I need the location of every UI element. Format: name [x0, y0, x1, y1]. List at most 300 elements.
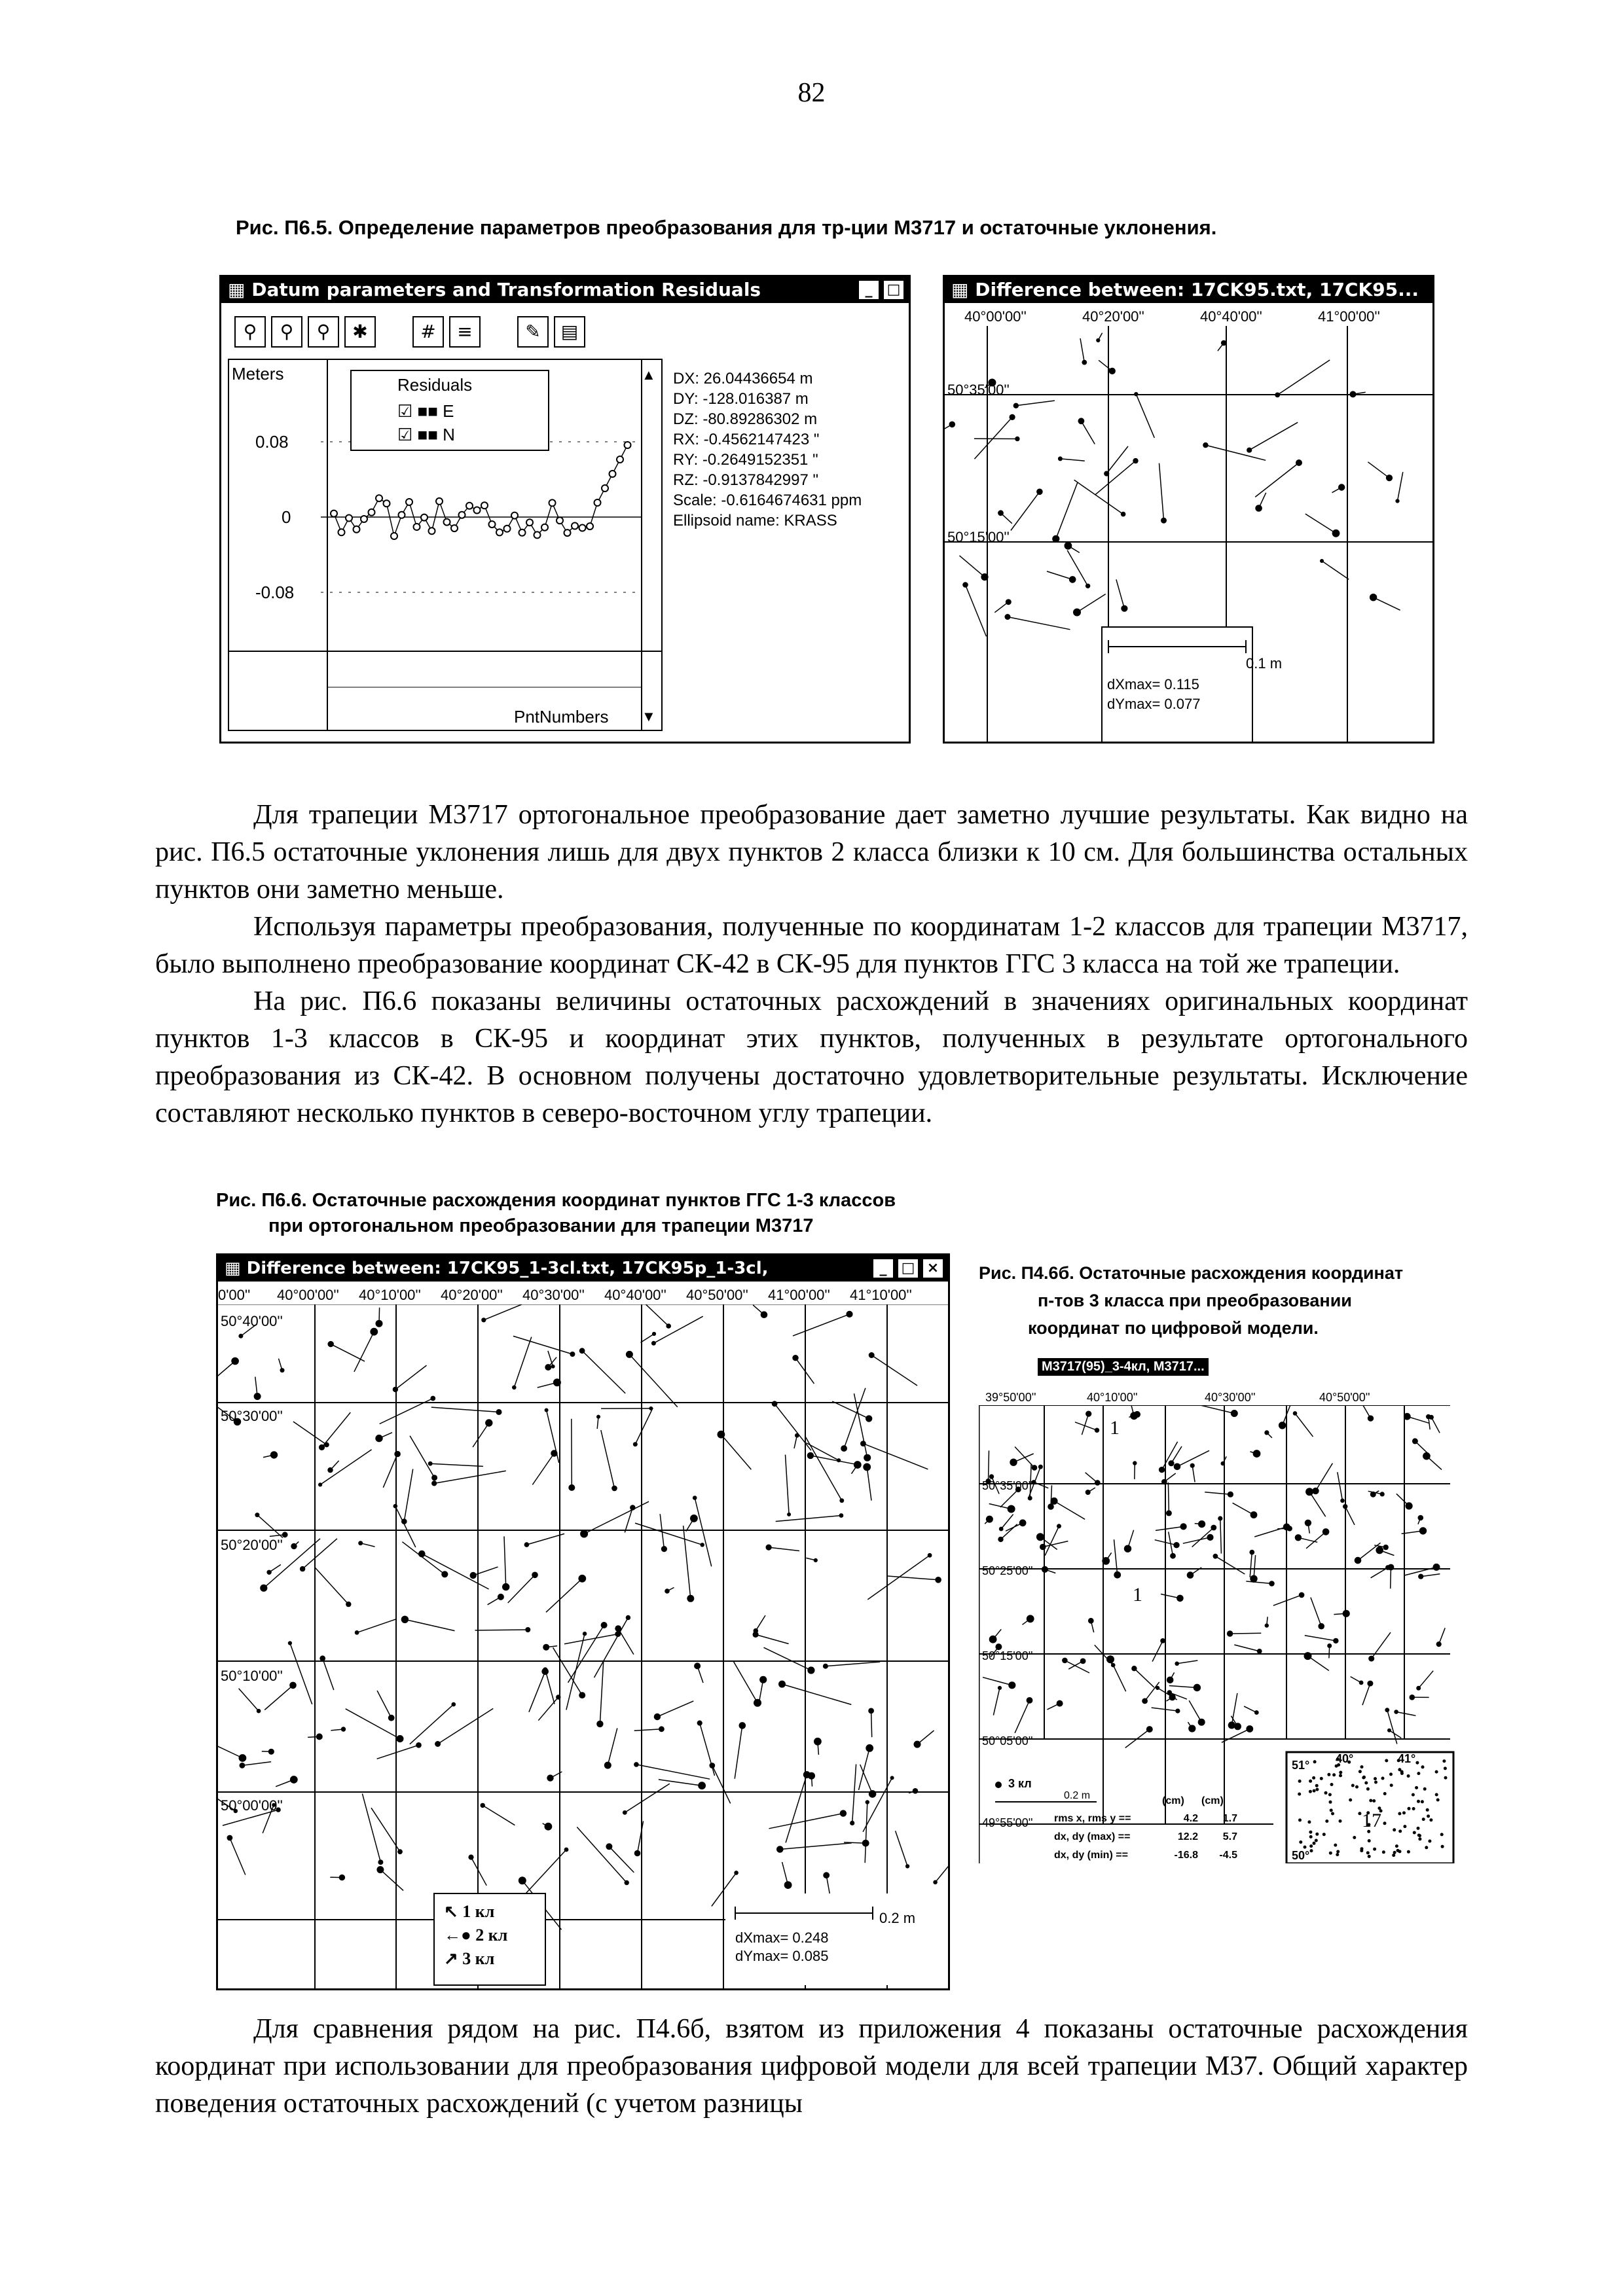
lat6-0: 50°40'00'': [221, 1313, 283, 1329]
large-map-vector: [865, 1803, 867, 1863]
residual-point: [399, 512, 405, 518]
large-map-point: [481, 1318, 486, 1322]
lon6-4: 40°30'00'': [522, 1287, 585, 1303]
dm-scale-label: 0.2 m: [1064, 1790, 1091, 1801]
large-map-vector: [712, 1766, 731, 1804]
inset-point: [1422, 1818, 1425, 1821]
inset-point: [1435, 1793, 1438, 1797]
lon-label-1: 40°20'00'': [1082, 308, 1144, 325]
large-map-vector: [564, 1634, 618, 1644]
inset-point: [1436, 1799, 1440, 1802]
large-map-vector: [635, 1408, 653, 1444]
dm-map-vector: [1128, 1530, 1134, 1549]
small-map-vector: [1205, 445, 1266, 460]
large-map-vector: [532, 1454, 554, 1485]
residual-map-large: [218, 1304, 948, 1988]
dm-map-point: [1008, 1681, 1015, 1689]
inset-point: [1339, 1774, 1342, 1777]
dm-lon-3: 40°50'00'': [1319, 1391, 1370, 1404]
dm-map-point: [1295, 1534, 1302, 1541]
dm-map-vector: [1233, 1503, 1254, 1515]
inset-point: [1398, 1829, 1402, 1833]
large-map-vector: [279, 1359, 283, 1371]
large-map-vector: [323, 1659, 334, 1690]
residual-series: [331, 442, 631, 539]
difference-window-large-titlebar[interactable]: [218, 1255, 948, 1282]
large-map-point: [498, 1594, 504, 1600]
residual-point: [541, 524, 548, 531]
residual-point: [391, 533, 397, 539]
inset-point: [1413, 1831, 1416, 1835]
large-map-vector: [362, 1793, 380, 1862]
large-map-vector: [529, 1672, 545, 1712]
scale-label: 0.1 m: [1246, 655, 1283, 672]
residual-point: [429, 528, 435, 534]
small-map-vector: [1074, 480, 1123, 514]
difference-window-large-title: Difference between: 17CK95_1-3cl.txt, 17CK95p_1-3cl,: [246, 1259, 769, 1278]
inset-point: [1304, 1846, 1307, 1849]
dm-map-point: [1404, 1413, 1411, 1420]
large-map-vector: [379, 1308, 380, 1323]
paragraph-4: Для сравнения рядом на рис. П4.6б, взятом из приложения 4 показаны остаточные расхождения координат при использовании для преобразования цифровой модели для всей трапеции M37. Общий характер поведения остаточных расхождений (с учетом разницы: [155, 2014, 1468, 2119]
large-map-vector: [753, 1305, 764, 1315]
large-map-vector: [756, 1634, 789, 1643]
large-map-vector: [553, 1647, 583, 1695]
small-map-vector: [1305, 514, 1336, 533]
residual-point: [474, 507, 481, 514]
large-map-point: [396, 1735, 403, 1742]
inset-point: [1412, 1793, 1415, 1797]
legend-class-2: ←● 2 кл: [444, 1926, 508, 1945]
print-icon[interactable]: ▤: [554, 316, 585, 348]
residual-point: [617, 456, 623, 463]
difference-window-small-titlebar[interactable]: [945, 277, 1432, 303]
residual-vectors-small: [945, 333, 1403, 637]
inset-point: [1339, 1771, 1342, 1774]
small-map-vector: [945, 424, 952, 455]
large-map-vector: [735, 1725, 742, 1778]
residual-point: [625, 442, 631, 448]
residual-point: [489, 521, 496, 528]
inset-point: [1426, 1808, 1429, 1812]
residual-point: [579, 525, 586, 531]
difference-window-small: [943, 275, 1434, 744]
dm-map-vector: [1169, 1686, 1197, 1688]
dm-digit-2: 1: [1133, 1584, 1142, 1605]
large-map-vector: [405, 1619, 454, 1630]
legend-title: Residuals: [397, 375, 473, 395]
inset-point: [1407, 1774, 1410, 1778]
dm-map-vector: [1316, 1463, 1333, 1491]
inset-point: [1309, 1780, 1312, 1783]
inset-point: [1366, 1851, 1370, 1854]
dm-map-point: [1368, 1415, 1374, 1421]
large-map-point: [227, 1835, 233, 1841]
param-dx: DX: 26.04436654 m: [673, 370, 813, 387]
legend-item-e[interactable]: ☑ ■■ E: [397, 401, 454, 421]
dm-map-vector: [1244, 1706, 1256, 1713]
large-map-point: [375, 1435, 382, 1442]
table-icon[interactable]: ≡: [449, 316, 481, 348]
minimize-icon[interactable]: _: [872, 1258, 894, 1279]
close-icon[interactable]: ×: [922, 1258, 944, 1279]
class-legend: [444, 1900, 507, 1971]
large-map-vector: [769, 1814, 843, 1829]
inset-point: [1383, 1821, 1387, 1825]
pan-icon[interactable]: ✱: [344, 316, 376, 348]
dm-map-vector: [1273, 1595, 1302, 1605]
residual-point: [610, 471, 616, 477]
dm-map-point: [1279, 1422, 1286, 1429]
large-map-point: [579, 1692, 585, 1698]
large-map-vector: [786, 1455, 790, 1515]
residual-point: [451, 525, 458, 531]
large-map-vector: [471, 1857, 487, 1886]
dm-map-vector: [1054, 1501, 1085, 1519]
small-map-vector: [1249, 422, 1298, 450]
dm-map-vector: [1220, 1518, 1222, 1554]
grid-icon[interactable]: #: [412, 316, 444, 348]
inset-point: [1331, 1812, 1334, 1816]
y-unit-label: Meters: [232, 364, 284, 384]
residual-line: [334, 445, 628, 536]
large-map-vector: [686, 1518, 694, 1532]
inset-point: [1369, 1799, 1372, 1803]
dm-map-vector: [1114, 1539, 1118, 1575]
inset-point: [1444, 1767, 1447, 1770]
large-map-vector: [239, 1689, 259, 1711]
large-map-vector: [871, 1355, 917, 1386]
y-tick-1: 0: [282, 507, 291, 527]
dm-map-point: [1436, 1641, 1442, 1647]
dm-map-vector: [1308, 1656, 1329, 1670]
inset-point: [1421, 1800, 1424, 1803]
inset-point: [1412, 1807, 1415, 1810]
inset-point: [1415, 1786, 1418, 1789]
dm-map-vector: [1283, 1405, 1292, 1426]
large-map-vector: [331, 1461, 339, 1470]
large-map-vector: [230, 1838, 246, 1875]
large-map-vector: [659, 1780, 702, 1785]
inset-point: [1428, 1840, 1431, 1843]
residual-point: [384, 500, 390, 507]
small-map-vector: [1368, 462, 1389, 478]
dm-map-vector: [1168, 1482, 1169, 1513]
dm-map-vector: [1015, 1447, 1034, 1468]
residual-point: [331, 511, 337, 517]
residual-point: [504, 526, 511, 532]
large-map-vector: [625, 1784, 670, 1812]
small-map-vector: [1277, 360, 1330, 395]
dm-map-vector: [1421, 1574, 1440, 1577]
large-map-vector: [404, 1469, 412, 1522]
inset-point: [1403, 1825, 1406, 1828]
legend-class-1: ↖ 1 кл: [444, 1902, 495, 1921]
scroll-down-icon[interactable]: ▼: [642, 708, 656, 725]
paragraph-2: Используя параметры преобразования, полученные по координатам 1-2 классов для трапеции M3717, было выполнено преобразование координат СК-42 в СК-95 для пунктов ГГС 3 класса на той же трапеции.: [155, 912, 1468, 979]
dm-lat-2: 50°15'00'': [982, 1649, 1033, 1662]
inset-point: [1313, 1789, 1316, 1793]
dm-map-point: [1062, 1658, 1068, 1664]
dymax-label: dYmax= 0.077: [1107, 696, 1201, 712]
large-map-point: [319, 1655, 325, 1661]
dm-map-vector: [1396, 1712, 1416, 1716]
datum-window-titlebar[interactable]: [221, 277, 909, 303]
dm-map-vector: [1419, 1671, 1434, 1689]
small-map-vector: [966, 585, 987, 637]
large-map-vector: [308, 1736, 319, 1737]
lat-label-0: 50°35'00'': [947, 382, 1010, 398]
fig4-caption-line3: координат по цифровой модели.: [1028, 1318, 1319, 1338]
large-map-vector: [641, 1334, 655, 1342]
dm-lon-2: 40°30'00'': [1205, 1391, 1256, 1404]
difference-window-large: [216, 1253, 950, 1990]
large-map-vector: [782, 1862, 788, 1885]
small-map-point: [1247, 448, 1252, 453]
residual-point: [549, 499, 556, 506]
large-map-vector: [684, 1526, 691, 1598]
dm-map-point: [1174, 1463, 1181, 1471]
small-map-vector: [1060, 459, 1084, 461]
window-icon: ▦: [228, 279, 252, 300]
inset-point: [1334, 1844, 1337, 1847]
dm-map-vector: [989, 1504, 1012, 1509]
param-dz: DZ: -80.89286302 m: [673, 410, 818, 428]
inset-point: [1368, 1855, 1371, 1858]
large-map-vector: [638, 1821, 644, 1853]
large-map-vector: [320, 1450, 371, 1485]
lon6-2: 40°10'00'': [359, 1287, 421, 1303]
dm-lat-4: 49°55'00'': [982, 1816, 1033, 1829]
large-map-vector: [346, 1709, 400, 1739]
dm-map-point: [1299, 1592, 1305, 1598]
dm-map-vector: [1407, 1416, 1429, 1423]
inset-point: [1325, 1820, 1328, 1823]
inset-point: [1360, 1765, 1364, 1768]
large-map-vector: [473, 1567, 498, 1575]
minimize-icon[interactable]: _: [858, 279, 880, 300]
large-map-vector: [863, 1444, 928, 1469]
large-map-point: [604, 1762, 611, 1769]
small-map-vector: [1374, 598, 1400, 611]
dm-map-vector: [1222, 1729, 1250, 1743]
transform-params: [673, 368, 862, 531]
edit-icon[interactable]: ✎: [517, 316, 549, 348]
inset-point: [1389, 1772, 1393, 1776]
param-ellipsoid: Ellipsoid name: KRASS: [673, 512, 837, 529]
large-map-vector: [430, 1463, 483, 1466]
large-map-vector: [867, 1555, 930, 1600]
dm-map-point: [1376, 1547, 1383, 1554]
inset-point: [1364, 1782, 1368, 1785]
small-map-vector: [1047, 571, 1072, 580]
x-axis-label: PntNumbers: [514, 707, 609, 726]
dm-map-vector: [1427, 1456, 1442, 1470]
lon6-8: 41°10'00'': [850, 1287, 912, 1303]
large-map-vector: [697, 1666, 703, 1683]
large-map-point: [651, 1341, 656, 1346]
legend-item-n[interactable]: ☑ ■■ N: [397, 425, 455, 444]
inset-point: [1299, 1840, 1302, 1844]
inset-point: [1320, 1777, 1323, 1780]
small-map-vector: [1136, 394, 1154, 438]
maximize-icon[interactable]: □: [883, 279, 905, 300]
dm-map-vector: [1134, 1668, 1154, 1687]
dm-map-point: [1080, 1659, 1086, 1664]
small-map-point: [949, 422, 956, 428]
residual-point: [556, 517, 563, 524]
large-map-vector: [380, 1870, 403, 1891]
dm-map-vector: [1362, 1683, 1370, 1705]
lon6-0: 0'00'': [218, 1287, 251, 1303]
small-map-vector: [1099, 360, 1112, 371]
inset-point: [1362, 1776, 1365, 1780]
large-map-vector: [594, 1618, 629, 1678]
large-map-vector: [700, 1723, 715, 1776]
dymax6-label: dYmax= 0.085: [735, 1948, 829, 1964]
lon-label-0: 40°00'00'': [964, 308, 1027, 325]
dm-map-point: [1187, 1571, 1194, 1579]
dm-map-point: [1134, 1411, 1140, 1418]
inset-point: [1355, 1785, 1359, 1789]
large-map-vector: [316, 1568, 349, 1604]
dm-map-vector: [1045, 1526, 1059, 1556]
inset-point: [1336, 1853, 1339, 1856]
dm-map-point: [1231, 1410, 1238, 1417]
residual-point: [519, 529, 526, 536]
dm-map-vector: [1082, 1414, 1088, 1435]
residual-point: [534, 531, 541, 538]
dm-map-point: [1019, 1519, 1027, 1526]
dm-map-vector: [1351, 1677, 1361, 1683]
large-map-point: [481, 1803, 485, 1808]
lon6-3: 40°20'00'': [441, 1287, 503, 1303]
dm-map-vector: [1415, 1441, 1430, 1456]
dm-stats-header-y: (cm): [1201, 1795, 1224, 1806]
dm-stats-row: rms x, rms y == 4.2 1.7: [1054, 1813, 1237, 1824]
dm-stats-row: dx, dy (min) == -16.8 -4.5: [1054, 1850, 1237, 1861]
small-map-point: [1085, 584, 1090, 588]
dm-map-point: [1027, 1615, 1034, 1623]
inset-point: [1351, 1784, 1355, 1787]
zoom-fit-icon[interactable]: ⚲: [308, 316, 339, 348]
scroll-up-icon[interactable]: ▲: [642, 367, 656, 383]
dm-map-point: [1168, 1460, 1174, 1466]
residual-point: [414, 524, 420, 530]
inset-point: [1330, 1808, 1333, 1812]
inset-point: [1373, 1848, 1376, 1851]
inset-lat-50: 50°: [1292, 1849, 1310, 1862]
residual-point: [338, 529, 345, 535]
large-map-vector: [410, 1436, 435, 1478]
datum-toolbar: [234, 316, 591, 348]
large-map-vector: [269, 1565, 281, 1573]
small-map-vector: [1011, 492, 1040, 530]
small-map-vector: [1255, 463, 1299, 497]
dm-map-point: [1433, 1564, 1440, 1571]
large-map-vector: [786, 1775, 807, 1843]
fig5-caption: Рис. П6.5. Определение параметров преобразования для тр-ции M3717 и остаточные уклонения.: [236, 216, 1217, 239]
inset-point: [1309, 1790, 1312, 1793]
dm-map-vector: [1015, 1700, 1029, 1733]
large-map-vector: [734, 1662, 757, 1703]
inset-point: [1315, 1839, 1318, 1842]
fig4-caption-line1: Рис. П4.6б. Остаточные расхождения координат: [979, 1263, 1404, 1283]
large-map-vector: [395, 1365, 427, 1390]
dm-grid-svg: [979, 1405, 1463, 1863]
large-map-vector: [826, 1662, 880, 1666]
paragraph-1: Для трапеции M3717 ортогональное преобразование дает заметно лучшие результаты. Как видно на рис. П6.5 остаточные уклонения лишь для двух пунктов 2 класса близки к 10 см. Для большинства остальных пунктов они заметно меньше.: [155, 800, 1468, 905]
lon6-6: 40°50'00'': [686, 1287, 748, 1303]
large-map-point: [545, 1823, 553, 1831]
residual-point: [354, 526, 360, 533]
large-map-vector: [657, 1701, 693, 1717]
dm-legend-item: 3 кл: [1008, 1777, 1032, 1790]
inset-point: [1327, 1773, 1330, 1776]
dm-map-vector: [1396, 1494, 1409, 1506]
inset-lon-40: 40°: [1336, 1752, 1354, 1765]
large-map-point: [388, 1715, 395, 1721]
inset-point: [1374, 1777, 1377, 1780]
residual-point: [369, 509, 375, 516]
body-text: [155, 797, 1468, 1132]
dm-lat-3: 50°05'00'': [982, 1734, 1033, 1748]
dm-map-vector: [1171, 1446, 1182, 1463]
maximize-icon[interactable]: □: [897, 1258, 919, 1279]
dm-map-vector: [1254, 1527, 1286, 1537]
large-map-vector: [597, 1417, 598, 1429]
inset-point: [1382, 1850, 1385, 1854]
dm-map-vector: [1065, 1660, 1089, 1673]
large-map-vector: [488, 1597, 501, 1605]
large-map-point: [431, 1475, 437, 1480]
param-ry: RY: -0.2649152351 ": [673, 451, 818, 469]
inset-sheet-17: 17: [1362, 1810, 1381, 1831]
inset-point: [1298, 1818, 1302, 1821]
small-map-vector: [1081, 421, 1095, 444]
large-map-vector: [896, 1831, 908, 1866]
inset-point: [1444, 1776, 1448, 1780]
zoom-out-icon[interactable]: ⚲: [271, 316, 302, 348]
inset-point: [1366, 1787, 1370, 1791]
lat6-3: 50°10'00'': [221, 1668, 283, 1684]
large-map-vector: [354, 1332, 374, 1372]
inset-point: [1385, 1759, 1388, 1763]
dm-map-vector: [1189, 1700, 1201, 1722]
large-map-vector: [852, 1765, 856, 1823]
y-tick-0: 0.08: [255, 432, 289, 452]
inset-point: [1390, 1784, 1393, 1787]
inset-point: [1393, 1828, 1396, 1831]
large-map-vector: [377, 1691, 392, 1718]
dm-map-point: [1085, 1490, 1091, 1495]
residual-point: [496, 529, 503, 535]
inset-point: [1309, 1831, 1312, 1834]
inset-point: [1309, 1844, 1313, 1848]
large-map-vector: [695, 1498, 712, 1567]
inset-point: [1332, 1773, 1336, 1776]
residual-point: [361, 516, 367, 522]
large-map-vector: [508, 1575, 535, 1603]
large-map-vector: [331, 1344, 365, 1361]
zoom-in-icon[interactable]: ⚲: [234, 316, 266, 348]
small-map-vector: [1056, 482, 1078, 539]
inset-point: [1358, 1812, 1361, 1815]
small-map-vector: [1218, 343, 1224, 351]
large-map-vector: [764, 1647, 811, 1670]
dm-map-vector: [1231, 1693, 1237, 1725]
residual-point: [421, 514, 428, 521]
